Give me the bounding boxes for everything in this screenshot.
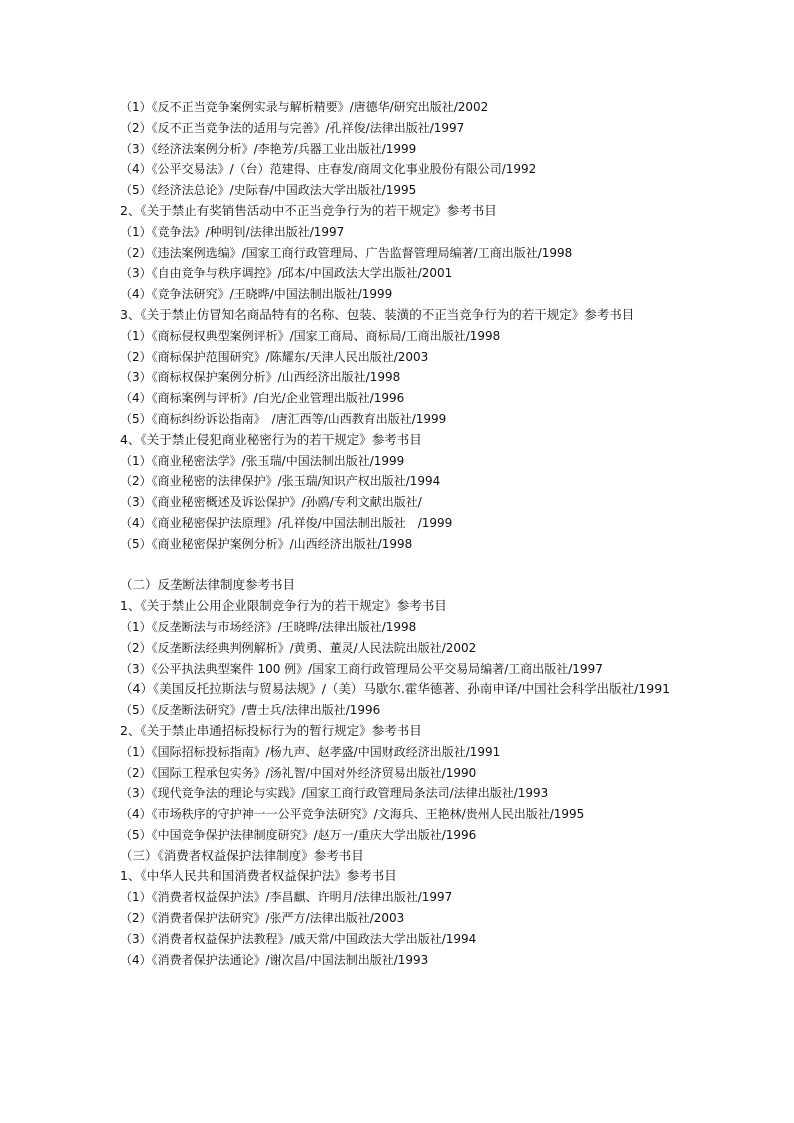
reference-line: （5）《商业秘密保护案例分析》/山西经济出版社/1998 xyxy=(120,536,413,551)
reference-line: （4）《市场秩序的守护神一一公平竞争法研究》/文海兵、王艳林/贵州人民出版社/1995 xyxy=(120,807,585,822)
reference-line: （4）《商标案例与评析》/白光/企业管理出版社/1996 xyxy=(120,391,405,406)
reference-line: （2）《消费者保护法研究》/张严方/法律出版社/2003 xyxy=(120,911,405,926)
reference-line: （4）《竞争法研究》/王晓晔/中国法制出版社/1999 xyxy=(120,287,393,302)
reference-line: （1）《竞争法》/种明钊/法律出版社/1997 xyxy=(120,224,345,239)
reference-line: （3）《现代竞争法的理论与实践》/国家工商行政管理局条法司/法律出版社/1993 xyxy=(120,786,549,801)
section-heading: 4、《关于禁止侵犯商业秘密行为的若干规定》参考书目 xyxy=(120,431,422,447)
reference-line: （3）《商业秘密概述及诉讼保护》/孙鸥/专利文献出版社/ xyxy=(120,495,422,510)
reference-line: （1）《消费者权益保护法》/李昌麒、许明月/法律出版社/1997 xyxy=(120,890,453,905)
section-heading: （二）反垄断法律制度参考书目 xyxy=(120,577,296,593)
reference-line: （4）《美国反托拉斯法与贸易法规》/（美）马歇尔.霍华德著、孙南申译/中国社会科学出版社/1991 xyxy=(120,681,671,697)
section-heading: 1、《中华人民共和国消费者权益保护法》参考书目 xyxy=(120,868,397,884)
reference-line: （5）《反垄断法研究》/曹士兵/法律出版社/1996 xyxy=(120,703,381,718)
reference-line: （4）《商业秘密保护法原理》/孔祥俊/中国法制出版社 /1999 xyxy=(120,515,453,530)
reference-line: （1）《国际招标投标指南》/杨九声、赵孝盛/中国财政经济出版社/1991 xyxy=(120,744,501,759)
section-heading: 1、《关于禁止公用企业限制竞争行为的若干规定》参考书目 xyxy=(120,598,447,614)
reference-line: （1）《商标侵权典型案例评析》/国家工商局、商标局/工商出版社/1998 xyxy=(120,328,501,343)
reference-line: （3）《经济法案例分析》/李艳芳/兵器工业出版社/1999 xyxy=(120,141,417,156)
reference-line: （2）《国际工程承包实务》/汤礼智/中国对外经济贸易出版社/1990 xyxy=(120,765,477,780)
reference-line: （1）《反垄断法与市场经济》/王晓晔/法律出版社/1998 xyxy=(120,619,417,634)
reference-line: （2）《商业秘密的法律保护》/张玉瑞/知识产权出版社/1994 xyxy=(120,474,441,489)
reference-line: （2）《反垄断法经典判例解析》/黄勇、董灵/人民法院出版社/2002 xyxy=(120,640,477,655)
reference-line: （5）《中国竞争保护法律制度研究》/赵万一/重庆大学出版社/1996 xyxy=(120,827,477,842)
reference-line: （1）《商业秘密法学》/张玉瑞/中国法制出版社/1999 xyxy=(120,453,405,468)
reference-line: （4）《消费者保护法通论》/谢次昌/中国法制出版社/1993 xyxy=(120,952,429,967)
section-heading: 2、《关于禁止串通招标投标行为的暂行规定》参考书目 xyxy=(120,722,422,738)
reference-line: （1）《反不正当竞争案例实录与解析精要》/唐德华/研究出版社/2002 xyxy=(120,100,489,114)
reference-line: （5）《经济法总论》/史际春/中国政法大学出版社/1995 xyxy=(120,183,417,198)
reference-line: （2）《商标保护范围研究》/陈耀东/天津人民出版社/2003 xyxy=(120,349,429,364)
section-heading: 2、《关于禁止有奖销售活动中不正当竞争行为的若干规定》参考书目 xyxy=(120,202,497,218)
reference-line: （5）《商标纠纷诉讼指南》 /唐汇西等/山西教育出版社/1999 xyxy=(120,411,447,426)
section-heading: 3、《关于禁止仿冒知名商品特有的名称、包装、装潢的不正当竞争行为的若干规定》参考书目 xyxy=(120,306,635,322)
blank-line xyxy=(120,555,690,576)
reference-line: （3）《商标权保护案例分析》/山西经济出版社/1998 xyxy=(120,370,401,385)
reference-line: （3）《自由竞争与秩序调控》/邱本/中国政法大学出版社/2001 xyxy=(120,266,453,281)
reference-line: （4）《公平交易法》/（台）范建得、庄春发/商周文化事业股份有限公司/1992 xyxy=(120,162,537,177)
section-heading: （三）《消费者权益保护法律制度》参考书目 xyxy=(120,847,364,863)
reference-line: （2）《违法案例选编》/国家工商行政管理局、广告监督管理局编著/工商出版社/1998 xyxy=(120,245,573,260)
reference-line: （2）《反不正当竞争法的适用与完善》/孔祥俊/法律出版社/1997 xyxy=(120,120,465,135)
reference-line: （3）《消费者权益保护法教程》/戚天常/中国政法大学出版社/1994 xyxy=(120,931,477,946)
reference-line: （3）《公平执法典型案件 100 例》/国家工商行政管理局公平交易局编著/工商出版社/1997 xyxy=(120,661,603,676)
document-page xyxy=(120,97,690,970)
